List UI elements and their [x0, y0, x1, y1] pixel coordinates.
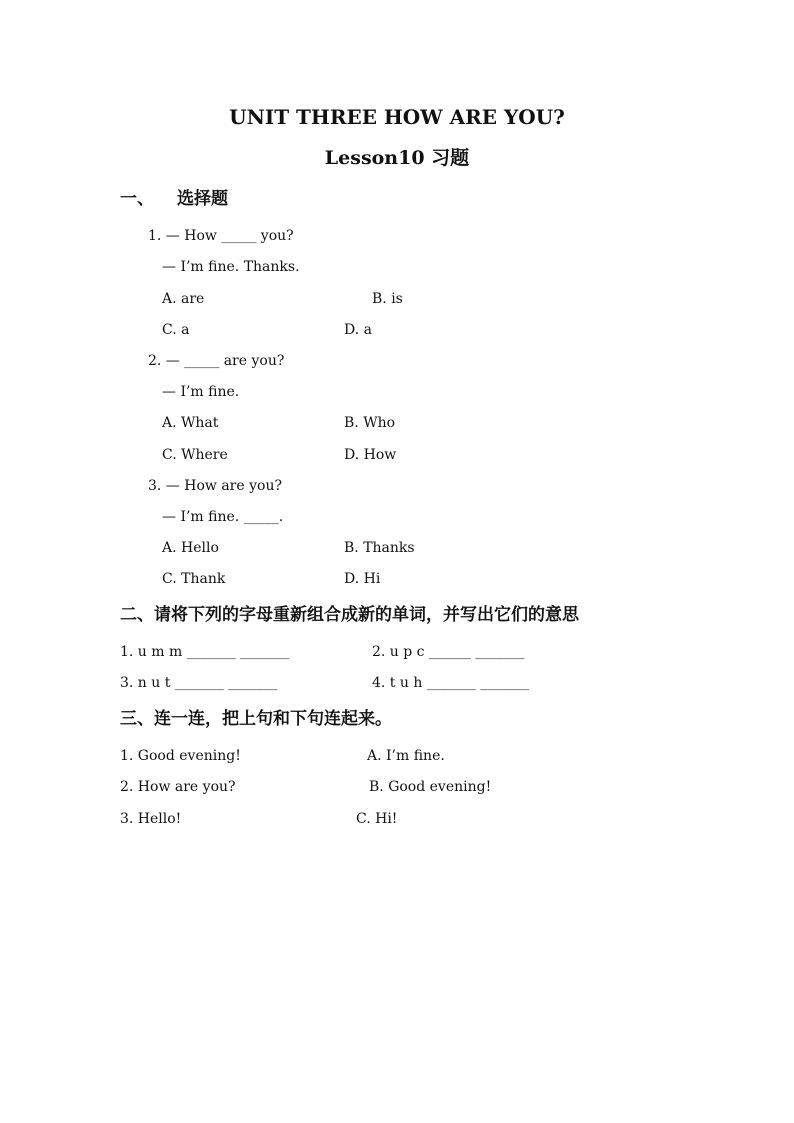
- q1-option-c: C. a: [162, 322, 190, 338]
- q1-reply: — I’m fine. Thanks.: [162, 259, 300, 275]
- match-right-b: B. Good evening!: [369, 779, 492, 795]
- q3-stem: 3. — How are you?: [148, 478, 282, 494]
- q1-option-d: D. a: [344, 322, 372, 338]
- q3-option-d: D. Hi: [344, 571, 381, 587]
- q1-stem: 1. — How _____ you?: [148, 228, 294, 244]
- q2-option-b: B. Who: [344, 415, 396, 431]
- q3-option-c: C. Thank: [162, 571, 226, 587]
- match-left-2: 2. How are you?: [120, 779, 236, 795]
- lesson-subtitle: Lesson10 习题: [324, 147, 470, 169]
- match-right-a: A. I’m fine.: [367, 748, 445, 764]
- q2-reply: — I’m fine.: [162, 384, 240, 400]
- q3-option-b: B. Thanks: [344, 540, 415, 556]
- q2-option-a: A. What: [162, 415, 219, 431]
- scramble-item-3: 3. n u t _______ _______: [120, 675, 278, 691]
- scramble-item-4: 4. t u h _______ _______: [372, 675, 530, 691]
- q2-option-c: C. Where: [162, 447, 228, 463]
- q1-option-b: B. is: [372, 291, 403, 307]
- q2-option-d: D. How: [344, 447, 397, 463]
- match-right-c: C. Hi!: [356, 811, 398, 827]
- q3-option-a: A. Hello: [162, 540, 219, 556]
- q3-reply: — I’m fine. _____.: [162, 509, 284, 525]
- scramble-item-2: 2. u p c ______ _______: [372, 644, 525, 660]
- section2-heading: 二、请将下列的字母重新组合成新的单词，并写出它们的意思: [120, 605, 579, 625]
- q1-option-a: A. are: [162, 291, 205, 307]
- match-left-1: 1. Good evening!: [120, 748, 241, 764]
- q2-stem: 2. — _____ are you?: [148, 353, 285, 369]
- section3-heading: 三、连一连，把上句和下句连起来。: [120, 709, 392, 729]
- scramble-item-1: 1. u m m _______ _______: [120, 644, 290, 660]
- section1-number: 一、: [120, 189, 154, 209]
- page-title: UNIT THREE HOW ARE YOU?: [229, 105, 565, 129]
- match-left-3: 3. Hello!: [120, 811, 182, 827]
- section1-heading: 选择题: [177, 189, 228, 209]
